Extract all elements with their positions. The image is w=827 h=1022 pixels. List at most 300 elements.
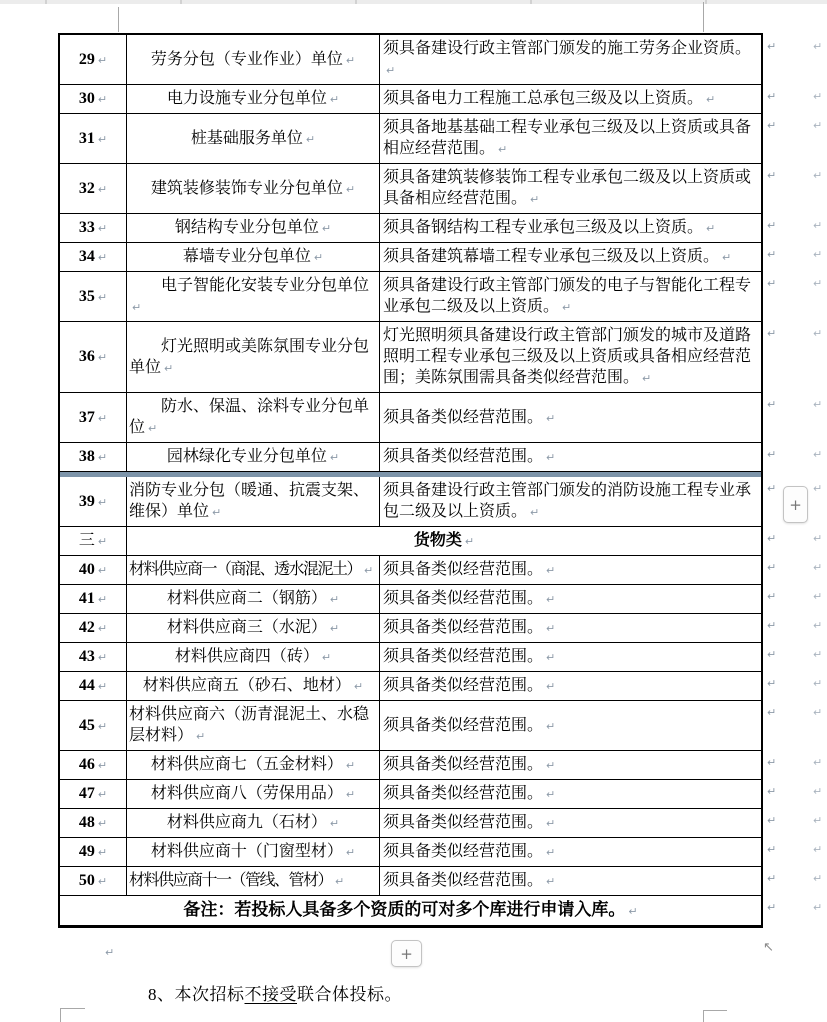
pilcrow-mark: ↵ — [546, 759, 556, 772]
pilcrow-mark: ↵ — [546, 680, 556, 693]
end-of-row-mark: ↵ — [767, 785, 777, 798]
table-row — [60, 35, 823, 85]
cell-text: 38 ↵ — [78, 448, 108, 465]
cell-text: 33 ↵ — [78, 219, 108, 236]
end-of-row-mark: ↵ — [767, 119, 777, 132]
row-number-cell[interactable] — [60, 164, 127, 213]
pilcrow-mark: ↵ — [97, 593, 108, 606]
cell-text: 47 ↵ — [78, 785, 108, 802]
body-paragraph[interactable] — [148, 980, 405, 1005]
requirement-cell[interactable] — [380, 867, 761, 895]
table-row — [60, 672, 823, 701]
unit-name-cell[interactable] — [127, 614, 380, 642]
ruler-tick — [355, 0, 357, 4]
below-table-area — [0, 940, 827, 974]
cell-text: 须具备类似经营范围。 ↵ — [383, 677, 556, 694]
pilcrow-mark: ↵ — [212, 506, 222, 519]
table-row — [60, 701, 823, 751]
pilcrow-mark: ↵ — [329, 817, 340, 830]
pilcrow-mark: ↵ — [329, 622, 340, 635]
requirement-cell[interactable] — [380, 809, 761, 837]
cell-text: 42 ↵ — [78, 619, 108, 636]
plus-icon: + — [400, 944, 413, 963]
table-row — [60, 164, 823, 214]
pilcrow-mark: ↵ — [97, 564, 108, 577]
cell-text: 须具备类似经营范围。 ↵ — [383, 448, 556, 465]
cell-text: 44 ↵ — [78, 677, 108, 694]
table-row — [60, 243, 823, 272]
pilcrow-mark: ↵ — [321, 222, 332, 235]
table-row — [60, 393, 823, 443]
pilcrow-mark: ↵ — [97, 788, 108, 801]
cell-text: 40 ↵ — [78, 561, 108, 578]
table-resize-handle-icon[interactable]: ↖ — [763, 940, 774, 955]
table-row — [60, 896, 823, 925]
requirement-cell[interactable] — [380, 114, 761, 163]
pilcrow-mark: ↵ — [546, 817, 556, 830]
pilcrow-mark: ↵ — [97, 875, 108, 888]
cell-text: 须具备类似经营范围。 ↵ — [383, 785, 556, 802]
text-boundary-mark-bottom-left — [60, 1008, 85, 1022]
cell-text: 材料供应商四（砖） ↵ — [174, 648, 332, 665]
end-of-row-mark: ↵ — [767, 561, 777, 574]
pilcrow-mark: ↵ — [97, 290, 108, 304]
pilcrow-mark: ↵ — [97, 817, 108, 830]
end-of-row-mark: ↵ — [813, 561, 823, 574]
cell-text: 30 ↵ — [78, 90, 108, 107]
end-of-row-mark: ↵ — [767, 398, 777, 411]
unit-name-cell[interactable] — [127, 867, 380, 895]
unit-name-cell[interactable] — [127, 272, 380, 321]
cell-text: 须具备类似经营范围。 ↵ — [383, 408, 556, 426]
end-of-row-mark: ↵ — [767, 448, 777, 461]
add-table-row-button[interactable] — [391, 940, 422, 967]
end-of-row-mark: ↵ — [767, 327, 777, 340]
cell-text: 须具备类似经营范围。 ↵ — [383, 619, 556, 636]
requirement-cell[interactable] — [380, 214, 761, 242]
row-number-cell[interactable] — [60, 35, 127, 84]
cell-text: 钢结构专业分包单位 ↵ — [174, 219, 332, 236]
end-of-row-mark: ↵ — [813, 248, 823, 261]
end-of-row-mark: ↵ — [813, 619, 823, 632]
pilcrow-mark: ↵ — [464, 535, 475, 548]
row-number-cell[interactable] — [60, 867, 127, 895]
unit-name-cell[interactable] — [127, 672, 380, 700]
table-row — [60, 556, 823, 585]
insert-row-button[interactable] — [783, 486, 808, 523]
end-of-row-mark: ↵ — [767, 219, 777, 232]
end-of-row-mark: ↵ — [767, 619, 777, 632]
cell-text: 50 ↵ — [78, 872, 108, 889]
pilcrow-mark: ↵ — [97, 251, 108, 264]
pilcrow-mark: ↵ — [329, 93, 340, 106]
end-of-row-mark: ↵ — [767, 169, 777, 182]
text-boundary-mark-bottom-right — [703, 1010, 727, 1022]
table-row — [60, 272, 823, 322]
requirement-cell[interactable] — [380, 393, 761, 442]
end-of-row-mark: ↵ — [813, 756, 823, 769]
requirement-cell[interactable] — [380, 751, 761, 779]
cell-text: 须具备类似经营范围。 ↵ — [383, 843, 556, 860]
table-row — [60, 214, 823, 243]
cell-text: 园林绿化专业分包单位 ↵ — [166, 448, 340, 465]
pilcrow-mark: ↵ — [546, 451, 556, 464]
cell-text: 材料供应商七（五金材料） ↵ — [150, 756, 356, 773]
cell-text: 幕墙专业分包单位 ↵ — [182, 248, 324, 265]
pilcrow-mark: ↵ — [386, 64, 396, 77]
cell-text: 灯光照明须具备建设行政主管部门颁发的城市及道路照明工程专业承包三级及以上资质或具备相应经营范围；美陈氛围需具备类似经营范围。 ↵ — [383, 327, 752, 386]
cell-text: 须具备类似经营范围。 ↵ — [383, 561, 556, 578]
cell-text: 41 ↵ — [78, 590, 108, 607]
end-of-row-mark: ↵ — [813, 590, 823, 603]
end-of-row-mark: ↵ — [767, 814, 777, 827]
cell-text: 29 ↵ — [78, 50, 108, 68]
text-boundary-mark-top-right — [703, 2, 704, 32]
row-number-cell[interactable] — [60, 243, 127, 271]
end-of-row-mark: ↵ — [813, 648, 823, 661]
end-of-row-mark: ↵ — [767, 872, 777, 885]
end-of-row-mark: ↵ — [813, 398, 823, 411]
row-number-cell[interactable] — [60, 585, 127, 613]
end-of-row-mark: ↵ — [767, 648, 777, 661]
pilcrow-mark: ↵ — [132, 301, 142, 314]
row-number-cell[interactable] — [60, 214, 127, 242]
pilcrow-mark: ↵ — [546, 651, 556, 664]
table-row — [60, 780, 823, 809]
cell-text: 桩基础服务单位 ↵ — [190, 129, 316, 147]
requirement-cell[interactable] — [380, 35, 761, 84]
pilcrow-mark: ↵ — [97, 182, 108, 196]
pilcrow-mark: ↵ — [148, 422, 158, 435]
pilcrow-mark: ↵ — [546, 411, 556, 425]
cell-text: 电子智能化安装专业分包单位↵ — [132, 277, 370, 314]
cell-text: 建筑装修装饰专业分包单位 ↵ — [150, 179, 356, 197]
unit-name-cell[interactable] — [127, 751, 380, 779]
ruler-tick — [530, 0, 532, 4]
end-of-row-mark: ↵ — [767, 482, 777, 495]
pilcrow-mark: ↵ — [97, 451, 108, 464]
unit-name-cell[interactable] — [127, 585, 380, 613]
end-of-row-mark: ↵ — [767, 756, 777, 769]
section-title-cell[interactable] — [127, 527, 761, 555]
cell-text: 货物类 ↵ — [413, 532, 475, 549]
text-boundary-mark-top-left — [118, 7, 119, 32]
row-number-cell[interactable] — [60, 393, 127, 442]
pilcrow-mark: ↵ — [530, 193, 540, 206]
plus-icon: + — [789, 495, 802, 514]
requirement-cell[interactable] — [380, 672, 761, 700]
row-number-cell[interactable] — [60, 556, 127, 584]
pilcrow-mark: ↵ — [97, 651, 108, 664]
pilcrow-mark: ↵ — [313, 251, 324, 264]
pilcrow-mark: ↵ — [164, 361, 174, 375]
requirement-cell[interactable] — [380, 322, 761, 392]
cell-text: 备注：若投标人具备多个资质的可对多个库进行申请入库。 ↵ — [183, 900, 638, 919]
table-row — [60, 443, 823, 472]
table-row — [60, 838, 823, 867]
unit-name-cell[interactable] — [127, 477, 380, 526]
requirement-cell[interactable] — [380, 838, 761, 866]
end-of-row-mark: ↵ — [813, 872, 823, 885]
cell-text: 46 ↵ — [78, 756, 108, 773]
requirement-cell[interactable] — [380, 272, 761, 321]
cell-text: 劳务分包（专业作业）单位 ↵ — [150, 50, 356, 68]
row-number-cell[interactable] — [60, 809, 127, 837]
row-number-cell[interactable] — [60, 672, 127, 700]
table-row — [60, 867, 823, 896]
requirement-cell[interactable] — [380, 556, 761, 584]
end-of-row-mark: ↵ — [813, 277, 823, 290]
pilcrow-mark: ↵ — [546, 788, 556, 801]
row-number-cell[interactable] — [60, 701, 127, 750]
table-row — [60, 585, 823, 614]
row-number-cell[interactable] — [60, 443, 127, 471]
cell-text: 43 ↵ — [78, 648, 108, 665]
unit-name-cell[interactable] — [127, 164, 380, 213]
unit-name-cell[interactable] — [127, 243, 380, 271]
end-of-row-mark: ↵ — [813, 785, 823, 798]
requirement-cell[interactable] — [380, 477, 761, 526]
pilcrow-mark: ↵ — [97, 622, 108, 635]
cell-text: 材料供应商十（门窗型材） ↵ — [150, 843, 356, 860]
cell-text: 须具备建筑幕墙工程专业承包三级及以上资质。 ↵ — [383, 248, 732, 265]
cell-text: 灯光照明或美陈氛围专业分包单位 ↵ — [129, 337, 370, 376]
table-row — [60, 114, 823, 164]
note-cell[interactable] — [60, 896, 761, 925]
end-of-row-mark: ↵ — [767, 901, 777, 914]
cell-text: 须具备钢结构工程专业承包三级及以上资质。 ↵ — [383, 219, 716, 236]
pilcrow-mark: ↵ — [97, 759, 108, 772]
cell-text: 材料供应商六（沥青混泥土、水稳层材料） ↵ — [129, 706, 370, 744]
pilcrow-mark: ↵ — [97, 222, 108, 235]
pilcrow-mark: ↵ — [642, 372, 652, 385]
cell-text: 37 ↵ — [78, 408, 108, 426]
requirement-cell[interactable] — [380, 585, 761, 613]
end-of-row-mark: ↵ — [813, 677, 823, 690]
cell-text: 三 ↵ — [78, 532, 108, 549]
pilcrow-mark: ↵ — [546, 564, 556, 577]
table-row — [60, 809, 823, 838]
cell-text: 39 ↵ — [78, 492, 108, 510]
end-of-row-mark: ↵ — [767, 843, 777, 856]
pilcrow-mark: ↵ — [196, 730, 206, 743]
requirement-cell[interactable] — [380, 243, 761, 271]
cell-text: 须具备类似经营范围。 ↵ — [383, 872, 556, 889]
pilcrow-mark: ↵ — [706, 222, 716, 235]
cell-text: 须具备类似经营范围。 ↵ — [383, 756, 556, 773]
end-of-row-mark: ↵ — [813, 90, 823, 103]
cell-text: 须具备建筑装修装饰工程专业承包二级及以上资质或具备相应经营范围。 ↵ — [383, 169, 752, 207]
end-of-row-mark: ↵ — [813, 482, 823, 495]
pilcrow-mark: ↵ — [329, 593, 340, 606]
pilcrow-mark: ↵ — [546, 846, 556, 859]
cell-text: 材料供应商三（水泥） ↵ — [166, 619, 340, 636]
cell-text: 31 ↵ — [78, 129, 108, 147]
cell-text: 材料供应商八（劳保用品） ↵ — [150, 785, 356, 802]
unit-name-cell[interactable] — [127, 556, 380, 584]
pilcrow-mark: ↵ — [335, 875, 345, 888]
unit-name-cell[interactable] — [127, 85, 380, 113]
cell-text: 消防专业分包（暖通、抗震支架、维保）单位 ↵ — [129, 482, 370, 520]
end-of-row-mark: ↵ — [813, 706, 823, 719]
pilcrow-mark: ↵ — [345, 788, 356, 801]
cell-text: 材料供应商五（砂石、地材） ↵ — [142, 677, 364, 694]
cell-text: 电力设施专业分包单位 ↵ — [166, 90, 340, 107]
end-of-row-mark: ↵ — [813, 814, 823, 827]
cell-text: 须具备类似经营范围。 ↵ — [383, 590, 556, 607]
cell-text: 须具备类似经营范围。 ↵ — [383, 648, 556, 665]
requirement-cell[interactable] — [380, 780, 761, 808]
pilcrow-mark: ↵ — [97, 93, 108, 106]
unit-name-cell[interactable] — [127, 643, 380, 671]
end-of-row-mark: ↵ — [813, 169, 823, 182]
end-of-row-mark: ↵ — [813, 40, 823, 53]
pilcrow-mark: ↵ — [97, 535, 108, 548]
cell-text: 须具备建设行政主管部门颁发的电子与智能化工程专业承包二级及以上资质。 ↵ — [383, 277, 752, 315]
end-of-row-mark: ↵ — [813, 901, 823, 914]
table-row — [60, 614, 823, 643]
cell-text: 34 ↵ — [78, 248, 108, 265]
requirement-cell[interactable] — [380, 164, 761, 213]
cell-text: 32 ↵ — [78, 179, 108, 197]
end-of-row-mark: ↵ — [813, 532, 823, 545]
table-row — [60, 527, 823, 556]
requirement-cell[interactable] — [380, 643, 761, 671]
cell-text: 材料供应商二（钢筋） ↵ — [166, 590, 340, 607]
row-number-cell[interactable] — [60, 838, 127, 866]
pilcrow-mark: ↵ — [706, 93, 716, 106]
requirement-cell[interactable] — [380, 614, 761, 642]
pilcrow-mark: ↵ — [498, 143, 508, 156]
unit-name-cell[interactable] — [127, 322, 380, 392]
unit-name-cell[interactable] — [127, 443, 380, 471]
underlined-text: 不接受 — [244, 985, 297, 1004]
row-number-cell[interactable] — [60, 780, 127, 808]
pilcrow-mark: ↵ — [97, 495, 108, 509]
row-number-cell[interactable] — [60, 751, 127, 779]
pilcrow-mark: ↵ — [345, 53, 356, 67]
end-of-row-mark: ↵ — [767, 40, 777, 53]
requirement-cell[interactable] — [380, 443, 761, 471]
pilcrow-mark: ↵ — [546, 875, 556, 888]
table-row — [60, 643, 823, 672]
pilcrow-mark: ↵ — [97, 680, 108, 693]
end-of-row-mark: ↵ — [813, 327, 823, 340]
end-of-row-mark: ↵ — [813, 119, 823, 132]
cell-text: 须具备建设行政主管部门颁发的施工劳务企业资质。↵ — [383, 40, 752, 77]
pilcrow-mark: ↵ — [530, 506, 540, 519]
row-number-cell[interactable] — [60, 322, 127, 392]
end-of-row-mark: ↵ — [767, 277, 777, 290]
cell-text: 须具备建设行政主管部门颁发的消防设施工程专业承包二级及以上资质。 ↵ — [383, 482, 752, 520]
cell-text: 材料供应商一（商混、透水混泥土） ↵ — [129, 561, 374, 578]
pilcrow-mark: ↵ — [329, 451, 340, 464]
qualification-table[interactable] — [58, 33, 823, 928]
cell-text: 36 ↵ — [78, 348, 108, 365]
cell-text: 35 ↵ — [78, 287, 108, 305]
pilcrow-mark: ↵ — [321, 651, 332, 664]
pilcrow-mark: ↵ — [97, 846, 108, 859]
unit-name-cell[interactable] — [127, 114, 380, 163]
table-row — [60, 751, 823, 780]
end-of-row-mark: ↵ — [767, 677, 777, 690]
pilcrow-mark: ↵ — [345, 846, 356, 859]
unit-name-cell[interactable] — [127, 780, 380, 808]
pilcrow-mark: ↵ — [562, 301, 572, 314]
pilcrow-mark: ↵ — [353, 680, 364, 693]
row-number-cell[interactable] — [60, 614, 127, 642]
row-number-cell[interactable] — [60, 272, 127, 321]
table-row — [60, 322, 823, 393]
unit-name-cell[interactable] — [127, 393, 380, 442]
cell-text: 48 ↵ — [78, 814, 108, 831]
table-row — [60, 477, 823, 527]
table-row — [60, 85, 823, 114]
cell-text: 49 ↵ — [78, 843, 108, 860]
unit-name-cell[interactable] — [127, 701, 380, 750]
pilcrow-mark: ↵ — [722, 251, 732, 264]
end-of-row-mark: ↵ — [767, 90, 777, 103]
unit-name-cell[interactable] — [127, 35, 380, 84]
pilcrow-mark: ↵ — [546, 719, 556, 733]
paragraph-text: 8、本次招标 — [148, 985, 245, 1004]
row-number-cell[interactable] — [60, 643, 127, 671]
cell-text: 须具备类似经营范围。 ↵ — [383, 814, 556, 831]
row-number-cell[interactable] — [60, 85, 127, 113]
cell-text: 须具备地基基础工程专业承包三级及以上资质或具备相应经营范围。 ↵ — [383, 119, 752, 157]
requirement-cell[interactable] — [380, 701, 761, 750]
unit-name-cell[interactable] — [127, 214, 380, 242]
pilcrow-mark: ↵ — [345, 759, 356, 772]
pilcrow-mark: ↵ — [97, 719, 108, 733]
end-of-row-mark: ↵ — [813, 219, 823, 232]
end-of-row-mark: ↵ — [813, 448, 823, 461]
unit-name-cell[interactable] — [127, 838, 380, 866]
row-number-cell[interactable] — [60, 114, 127, 163]
pilcrow-mark: ↵ — [345, 182, 356, 196]
pilcrow-mark: ↵ — [97, 351, 108, 364]
row-number-cell[interactable] — [60, 527, 127, 555]
ruler-tick — [705, 0, 707, 4]
pilcrow-mark: ↵ — [97, 132, 108, 146]
cell-text: 须具备电力工程施工总承包三级及以上资质。 ↵ — [383, 90, 716, 107]
cell-text: 须具备类似经营范围。 ↵ — [383, 716, 556, 734]
ruler-tick — [45, 0, 47, 4]
end-of-row-mark: ↵ — [813, 843, 823, 856]
cell-text: 防水、保温、涂料专业分包单位 ↵ — [129, 398, 370, 436]
pilcrow-mark: ↵ — [546, 622, 556, 635]
paragraph-mark: ↵ — [105, 946, 115, 959]
row-number-cell[interactable] — [60, 477, 127, 526]
ruler-tick — [180, 0, 182, 4]
pilcrow-mark: ↵ — [305, 132, 316, 146]
cell-text: 材料供应商十一（管线、管材） ↵ — [129, 872, 345, 889]
unit-name-cell[interactable] — [127, 809, 380, 837]
pilcrow-mark: ↵ — [546, 593, 556, 606]
cell-text: 材料供应商九（石材） ↵ — [166, 814, 340, 831]
paragraph-text: 联合体投标。 — [297, 985, 402, 1004]
pilcrow-mark: ↵ — [628, 905, 638, 918]
end-of-row-mark: ↵ — [767, 706, 777, 719]
end-of-row-mark: ↵ — [767, 532, 777, 545]
requirement-cell[interactable] — [380, 85, 761, 113]
pilcrow-mark: ↵ — [97, 411, 108, 425]
end-of-row-mark: ↵ — [767, 248, 777, 261]
cell-text: 45 ↵ — [78, 716, 108, 734]
end-of-row-mark: ↵ — [767, 590, 777, 603]
pilcrow-mark: ↵ — [97, 53, 108, 67]
pilcrow-mark: ↵ — [364, 564, 374, 577]
